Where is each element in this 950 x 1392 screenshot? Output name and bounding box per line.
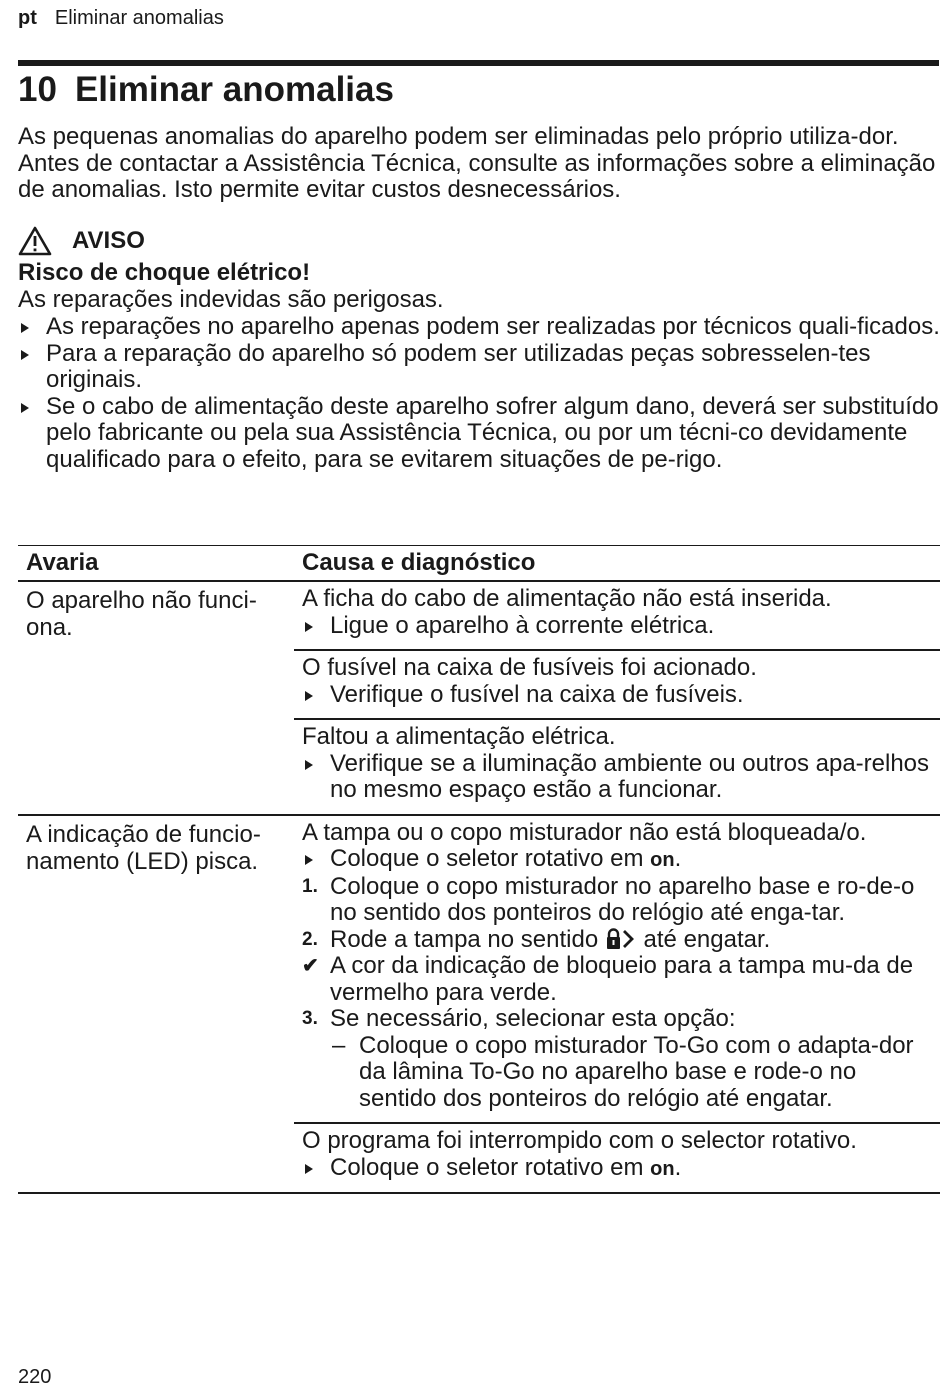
result-item: ✔ A cor da indicação de bloqueio para a tampa mu-da de vermelho para verde. [302, 952, 914, 1006]
column-header-fault: Avaria [26, 549, 99, 576]
cause-text: A ficha do cabo de alimentação não está inserida. [302, 585, 832, 612]
step-number: 1. [302, 875, 318, 897]
bullet-triangle-icon [305, 691, 313, 701]
cause-text: O programa foi interrompido com o selector rotativo. [302, 1127, 857, 1154]
troubleshooting-table [18, 545, 940, 1194]
list-item: Para a reparação do aparelho só podem ser utilizadas peças sobresselen-tes originais. [18, 341, 940, 394]
step-number: 2. [302, 928, 318, 950]
step-2: 2. Rode a tampa no sentido até engatar. [302, 925, 771, 953]
bullet-triangle-icon [305, 1164, 313, 1174]
cause-cell [294, 582, 940, 649]
cause-column [294, 582, 940, 814]
cause-text: Faltou a alimentação elétrica. [302, 723, 616, 750]
cause-cell [294, 1122, 940, 1192]
warning-triangle-icon [18, 226, 52, 256]
warning-heading [18, 226, 145, 256]
action-item: Coloque o seletor rotativo em on. [302, 1155, 940, 1183]
warning-list [18, 314, 940, 473]
intro-paragraph: As pequenas anomalias do aparelho podem ser eliminadas pelo próprio utiliza-dor. Antes de contactar a Assistência Técnica, consulte as informações sobre a eliminação de anomalias. Isto permite evitar custos desnecessários. [18, 123, 936, 203]
action-item: Verifique se a iluminação ambiente ou outros apa-relhos no mesmo espaço estão a funcionar. [302, 751, 940, 804]
chapter-number: 10 [18, 70, 57, 109]
warning-danger: As reparações indevidas são perigosas. [18, 286, 444, 313]
step-number: 3. [302, 1008, 318, 1029]
list-item: Se o cabo de alimentação deste aparelho sofrer algum dano, deverá ser substituído pelo fabricante ou pela sua Assistência Técnica, ou por um técni-co devidamente qualificado para o efeito, para se evitarem situações de pe-rigo. [18, 394, 940, 474]
table-row [18, 816, 940, 1195]
bullet-triangle-icon [21, 403, 29, 413]
page-number: 220 [18, 1366, 52, 1388]
table-header [18, 545, 940, 582]
on-position-label: on [650, 849, 675, 871]
step-1: 1. Coloque o copo misturador no aparelho base e ro-de-o no sentido dos ponteiros do relógio até enga-tar. [302, 872, 915, 926]
cause-text: O fusível na caixa de fusíveis foi acionado. [302, 654, 757, 681]
header-section: Eliminar anomalias [54, 7, 224, 29]
dash-mark: – [332, 1031, 346, 1059]
step-3: 3. Se necessário, selecionar esta opção: [302, 1005, 736, 1032]
language-code: pt [18, 7, 37, 29]
cause-column [294, 816, 940, 1193]
bullet-triangle-icon [305, 760, 313, 770]
bullet-triangle-icon [305, 622, 313, 632]
list-item: As reparações no aparelho apenas podem ser realizadas por técnicos quali-ficados. [18, 314, 940, 341]
action-item: Ligue o aparelho à corrente elétrica. [302, 613, 940, 640]
warning-label: AVISO [72, 227, 145, 254]
warning-risk: Risco de choque elétrico! [18, 259, 311, 286]
column-header-cause: Causa e diagnóstico [302, 549, 536, 576]
cause-text: A tampa ou o copo misturador não está bloqueada/o. [302, 818, 867, 846]
bullet-triangle-icon [21, 350, 29, 360]
cause-cell [294, 718, 940, 814]
cause-cell [294, 649, 940, 718]
bullet-triangle-icon [305, 855, 313, 865]
chapter-title-text: Eliminar anomalias [74, 70, 394, 109]
fault-cell: A indicação de funcio-namento (LED) pisca. [26, 820, 261, 875]
option-item: – Coloque o copo misturador To-Go com o adapta-dor da lâmina To-Go no aparelho base e rode-o no sentido dos ponteiros do relógio até engatar. [332, 1031, 914, 1112]
chapter-title [18, 70, 394, 110]
on-position-label: on [650, 1157, 675, 1180]
checkmark-icon: ✔ [302, 955, 319, 977]
fault-cell: O aparelho não funci-ona. [26, 587, 257, 641]
action-item: Coloque o seletor rotativo em on. [302, 846, 940, 874]
table-row [18, 582, 940, 816]
bullet-triangle-icon [21, 323, 29, 333]
cause-cell [294, 816, 940, 1123]
running-header [18, 6, 224, 30]
lock-arrow-icon [605, 928, 637, 950]
header-rule [18, 60, 939, 66]
action-item: Verifique o fusível na caixa de fusíveis. [302, 682, 940, 709]
